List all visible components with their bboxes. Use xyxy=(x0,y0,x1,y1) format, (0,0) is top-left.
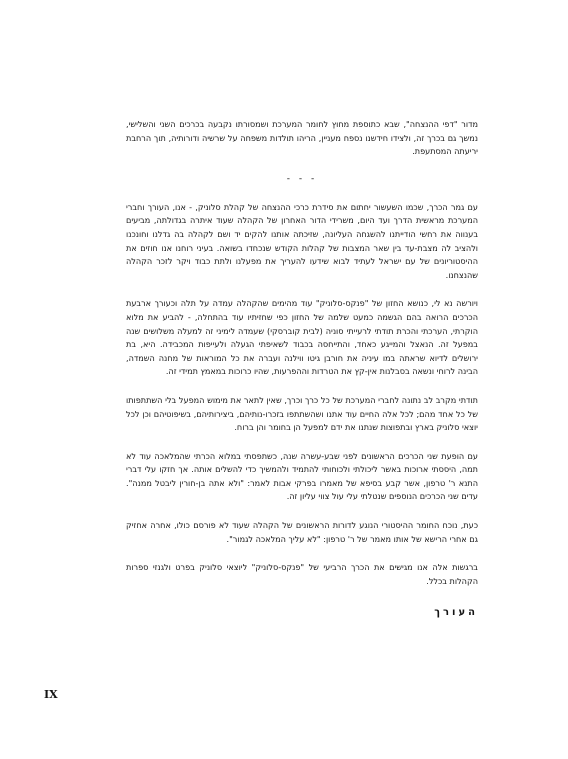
paragraph-memorial-section: מדור "דפי ההנצחה", שבא כתוספת מחוץ לחומר המערכת ושמסורתו נקבעה בכרכים השני והשלישי, נמשך גם בכרך זה, ולצידו חידשנו נספח מעניין, הריהו תולדות משפחה על שרשיה ודורותיה, תוך הרחבת יריעתה המסתעפת. xyxy=(126,119,478,157)
paragraph-dedication: ברגשות אלה אנו מגישים את הכרך הרביעי של "פנקס-סלוניק" ליוצאי סלוניק בפרט ולגנזי ספרות הקהלות בכלל. xyxy=(126,562,478,586)
section-separator: - - - xyxy=(286,173,318,184)
page-number: IX xyxy=(44,688,58,701)
editor-signature: העורך xyxy=(434,607,478,619)
paragraph-first-volumes: עם הופעת שני הכרכים הראשונים לפני שבע-עשרה שנה, כשתפסתי במלוא הכרתי שהמלאכה עוד לא תמה, היססתי ארוכות באשר ליכולתי ולכוחותי להתמיד ולהמשיך כדי להשלים אותה. אך חזקו עלי דברי התנא ר' טרפון, אשר קבע בסיפא של מאמרו בפרקי אבות לאמר: "ולא אתה בן-חורין ליבטל ממנה". עדים שני הכרכים הנוספים שנטלתי עלי עול צווי עליון זה. xyxy=(126,450,478,502)
paragraph-thanks-editorial: תודתי מקרב לב נתונה לחברי המערכת של כל כרך וכרך, שאין לתאר את מימוש המפעל בלי השתתפותו של כל אחד מהם; לכל אלה החיים עוד אתנו ושהשתתפו בזכרו-נותיהם, ביצירותיהם, בשיפוטיהם וכן לכל יוצאי סלוניק בארץ ובתפוצות שנתנו את ידם למפעל הן בחומר והן ברוח. xyxy=(126,394,478,433)
body-text xyxy=(126,118,478,620)
paragraph-acknowledgement-wife: ויורשה נא לי, כנושא החזון של "פנקס-סלוניק" עוד מהימים שהקהלה עמדה על תלה וכעורך ארבעת הכרכים הרואה בהם הגשמה כמעט שלמה של החזון כפי שחזיתיו עוד בהתחלה, - להביע את מלוא הוקרתי, הערכתי והכרת תודתי לרעייתי סוניה (לבית קוברסקי) שעמדה לימיני זה למעלה משלושים שנה במפעל זה. הנאצל והמייגע כאחד, והתייחסה בכבוד לשאיפתי הגעלה ולעייפות המכבידה. היא, בת ירושלים לדיוא שראתה במו עיניה את חורבן גיטו ווילנה ועברה את כל המוראות של מחנה השמדה, הבינה לרוחי ונשאה בסבלנות אין-קץ את הטרדות וההפרעות, שהיו כרוכות במאמץ תמידי זה. xyxy=(126,298,478,377)
paragraph-completion: עם גמר הכרך, שכמו השעשור יחתום את סידרת כרכי ההנצחה של קהלת סלוניק, - אנו, העורך וחברי המערכת מראשית הדרך ועד היום, משרידי הדור האחרון של הקהלה שעוד איתרה בגדולתה, מביעים בענווה את רחשי הודייתנו להשגחה העליונה, שזיכתה אותנו להקים יד ושם לקהלה בה גדלנו וחונכנו ולהציב לה מצבת-עד בין שאר המצבות של קהלות הקודש שנכחדו בשואה. בעיני רוחנו אנו חוזים את ההיסטוריונים של עם ישראל לעתיד לבוא שידעו להעריך את מפעלנו ולתת כבוד ויקר לזכר הקהלה שהנצחנו. xyxy=(126,201,478,280)
paragraph-historical-material: כעת, נוכח החומר ההיסטורי הנוגע לדורות הראשונים של הקהלה שעוד לא פורסם כולו, אחרה אחזיק גם אחרי הרישא של אותו מאמר של ר' טרפון: "לא עליך המלאכה לגמור". xyxy=(126,520,478,544)
